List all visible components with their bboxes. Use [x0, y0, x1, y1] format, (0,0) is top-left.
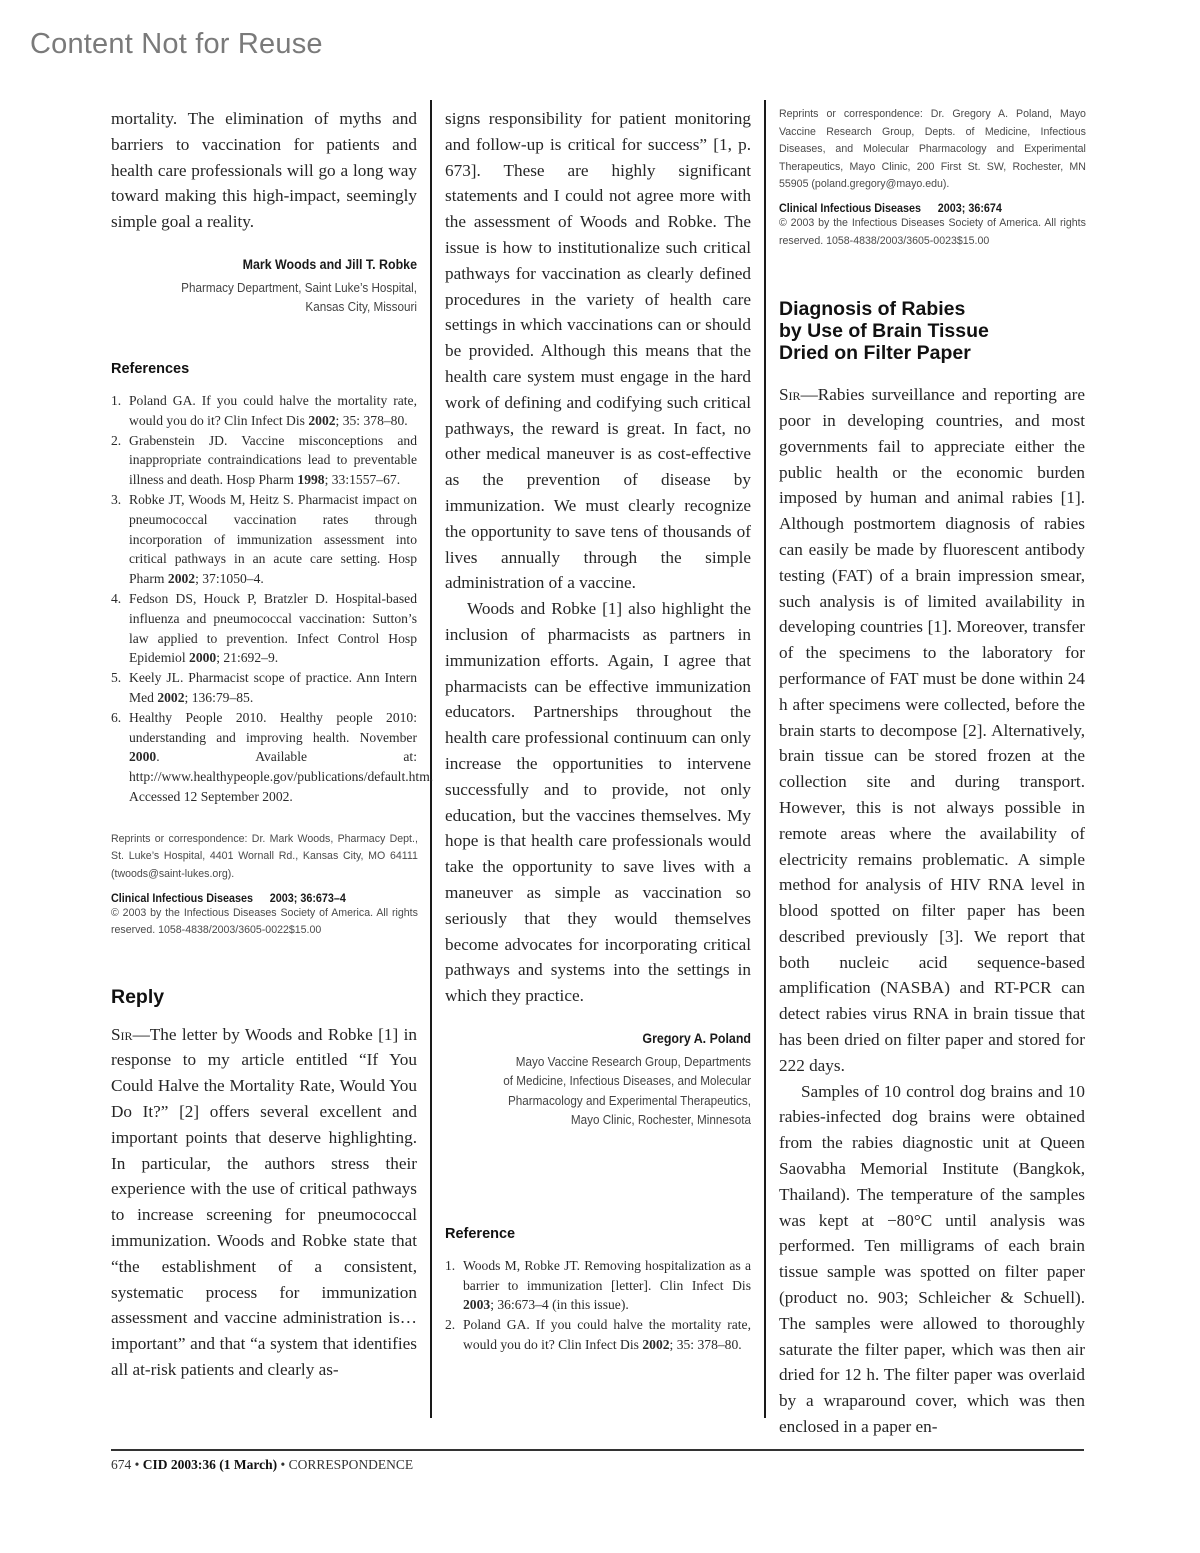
- reply-copyright: © 2003 by the Infectious Diseases Society of America. All rights reserved. 1058-4838/2003/3605-0023$15.00: [779, 216, 1086, 247]
- page-footer: 674 • CID 2003:36 (1 March) • CORRESPONDENCE: [111, 1457, 414, 1472]
- reply-affiliation-line: Mayo Clinic, Rochester, Minnesota: [570, 1112, 751, 1128]
- letter-copyright: © 2003 by the Infectious Diseases Society of America. All rights reserved. 1058-4838/2003/3605-0022$15.00: [111, 906, 418, 937]
- reference-item: 6. Healthy People 2010. Healthy people 2010: understanding and improving health. November 2000. Available at: http://www.healthypeople.gov/publications/default.htm. Accessed 12 September 2002.: [111, 709, 434, 804]
- reference-item: 2. Grabenstein JD. Vaccine misconceptions and inappropriate contraindications lead to preventable illness and death. Hosp Pharm 1998; 33:1557–67.: [111, 432, 417, 488]
- section-name: CORRESPONDENCE: [288, 1457, 414, 1472]
- letter-journal-citation: Clinical Infectious Diseases 2003; 36:673–4: [111, 891, 346, 905]
- column-divider: [764, 100, 766, 1418]
- reply-references-list: [445, 1256, 751, 1355]
- column-3: [779, 106, 1085, 1440]
- column-1: [111, 106, 434, 1383]
- reply-paragraph-2: Woods and Robke [1] also highlight the inclusion of pharmacists as partners in immunization efforts. Again, I agree that pharmacists can be effective immunization educators. Partnerships throughout the health care professional continuum can only increase the opportunities to intervene successfully and to provide, not only education, but the vaccines themselves. My hope is that health care professionals would take the opportunity to save lives with a maneuver as simple as vaccination so seriously that they would themselves become advocates for incorporating critical pathways and systems into the settings in which they practice.: [445, 599, 751, 1006]
- reference-item: 5. Keely JL. Pharmacist scope of practice. Ann Intern Med 2002; 136:79–85.: [111, 670, 417, 705]
- journal-issue: CID 2003:36 (1 March): [142, 1457, 278, 1472]
- reply-affiliation-line: Pharmacology and Experimental Therapeutics,: [507, 1092, 751, 1108]
- references-list: [111, 391, 434, 807]
- reply-paragraph-1-continued: signs responsibility for patient monitoring and follow-up is critical for success” [1, p. 673]. These are highly significant statements and I could not agree more with the assessment of Woods and Robke. The issue is how to institutionalize such critical pathways for vaccination as clearly defined procedures in the variety of health care settings in which vaccinations can or should be provided. Although this means that the health care system must engage in the hard work of defining and codifying such critical pathways, the reward is great. In fact, no other medical maneuver is as cost-effective as the prevention of disease by immunization. We must clearly recognize the opportunity to save tens of thousands of lives annually through the simple administration of a vaccine.: [445, 109, 751, 593]
- article-title-line1: Diagnosis of Rabies: [779, 298, 966, 321]
- reply-reference-heading: Reference: [445, 1225, 516, 1242]
- reply-heading: Reply: [111, 985, 165, 1008]
- article-title-line2: by Use of Brain Tissue: [779, 320, 989, 343]
- reference-item: 3. Robke JT, Woods M, Heitz S. Pharmacist impact on pneumococcal vaccination rates through incorporation of immunization assessment into critical pathways in an acute care setting. Hosp Pharm 2002; 37:1050–4.: [111, 491, 417, 587]
- letter-continuation: mortality. The elimination of myths and barriers to vaccination for patients and health care professionals will go a long way toward making this high-impact, seemingly simple goal a reality.: [111, 109, 417, 232]
- reply-affiliation-line: Mayo Vaccine Research Group, Departments: [515, 1053, 751, 1069]
- page-number: 674: [111, 1457, 132, 1472]
- reply-reprints-info: Reprints or correspondence: Dr. Gregory A. Poland, Mayo Vaccine Research Group, Depts. of Medicine, Infectious Diseases, and Molecular Pharmacology and Experimental Therapeutics, Mayo Clinic, 200 First St. SW, Rochester, MN 55905 (poland.gregory@mayo.edu).: [779, 108, 1086, 191]
- letter-affiliation-line1: Pharmacy Department, Saint Luke’s Hospital,: [181, 279, 417, 295]
- reference-item: 1. Woods M, Robke JT. Removing hospitalization as a barrier to immunization [letter]. Clin Infect Dis 2003; 36:673–4 (in this issue).: [445, 1257, 751, 1313]
- reply-affiliation-line: of Medicine, Infectious Diseases, and Molecular: [503, 1073, 751, 1089]
- article-title-line3: Dried on Filter Paper: [779, 342, 971, 365]
- reference-item: 2. Poland GA. If you could halve the mortality rate, would you do it? Clin Infect Dis 2002; 35: 378–80.: [445, 1317, 751, 1353]
- watermark: Content Not for Reuse: [30, 28, 323, 60]
- reply-journal-citation: Clinical Infectious Diseases 2003; 36:674: [779, 201, 1002, 215]
- column-divider: [430, 100, 432, 1418]
- letter-reprints-info: Reprints or correspondence: Dr. Mark Woods, Pharmacy Dept., St. Luke’s Hospital, 4401 Wornall Rd., Kansas City, MO 64111 (twoods@saint-lukes.org).: [111, 832, 418, 880]
- rabies-paragraph-2: Samples of 10 control dog brains and 10 rabies-infected dog brains were obtained from the rabies diagnostic unit at Queen Saovabha Memorial Institute (Bangkok, Thailand). The temperature of the samples was kept at −80°C until analysis was performed. Ten milligrams of each brain tissue sample was spotted on filter paper (product no. 903; Schleicher & Schuell). The samples were allowed to thoroughly saturate the filter paper, which was then air dried for 12 h. The filter paper was overlaid by a wraparound cover, which was then enclosed in a paper en-: [779, 1081, 1085, 1437]
- reference-item: 4. Fedson DS, Houck P, Bratzler D. Hospital-based influenza and pneumococcal vaccination: Sutton’s law applied to prevention. Infect Control Hosp Epidemiol 2000; 21:692–9.: [111, 590, 417, 666]
- letter-affiliation-line2: Kansas City, Missouri: [305, 299, 417, 315]
- references-heading: References: [111, 360, 190, 377]
- letter-authors: Mark Woods and Jill T. Robke: [242, 256, 417, 272]
- column-2: [445, 106, 751, 1355]
- reference-item: 1. Poland GA. If you could halve the mortality rate, would you do it? Clin Infect Dis 2002; 35: 378–80.: [111, 392, 417, 428]
- rabies-paragraph-1: Sir—Rabies surveillance and reporting are poor in developing countries, and most governments fail to appreciate either the public health or the economic burden imposed by human and animal rabies [1]. Although postmortem diagnosis of rabies can easily be made by fluorescent antibody testing (FAT) of a brain impression smear, such analysis is of limited availability in developing countries [1]. Moreover, transfer of the specimens to the laboratory for performance of FAT must be done within 24 h after specimens were collected, before the brain starts to decompose [2]. Alternatively, brain tissue can be stored frozen at the collection site and during transport. However, this is not always possible in remote areas where the availability of electricity remains problematic. A simple method for analysis of HIV RNA level in blood spotted on filter paper has been described previously [3]. We report that both nucleic acid sequence-based amplification (NASBA) and RT-PCR can detect rabies virus RNA in brain tissue that has been dried on filter paper and stored for 222 days.: [779, 385, 1085, 1075]
- reply-paragraph-1: Sir—The letter by Woods and Robke [1] in response to my article entitled “If You Could Halve the Mortality Rate, Would You Do It?” [2] offers several excellent and important points that deserve highlighting. In particular, the authors stress their experience with the use of critical pathways to increase screening for pneumococcal immunization. Woods and Robke state that “the establishment of a consistent, systematic process for immunization assessment and vaccine administration is…important” and that “a system that identifies all at-risk patients and clearly as-: [111, 1024, 417, 1380]
- footer-rule: [111, 1449, 1084, 1451]
- reply-author: Gregory A. Poland: [642, 1030, 751, 1046]
